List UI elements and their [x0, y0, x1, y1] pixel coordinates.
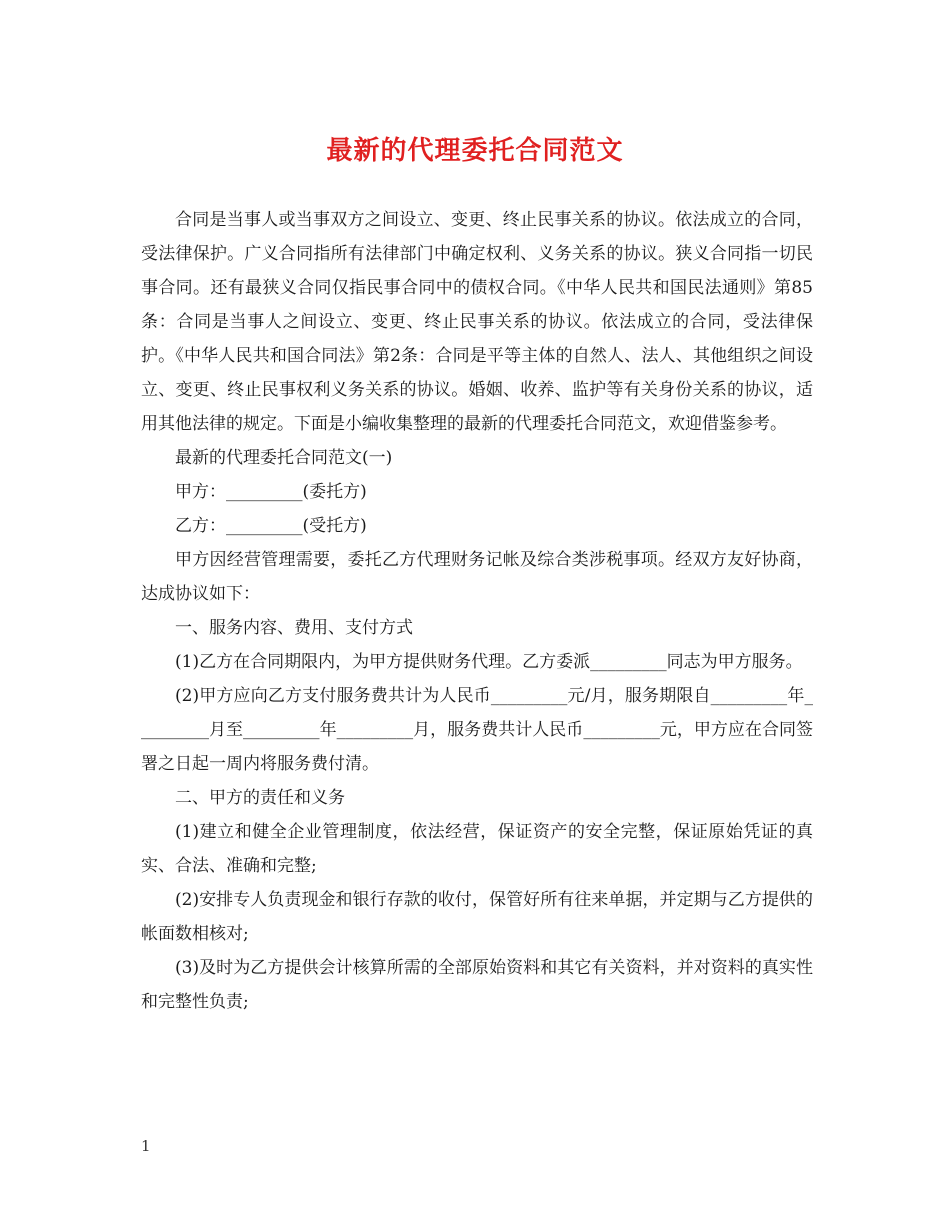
clause-duty-2: (2)安排专人负责现金和银行存款的收付，保管好所有往来单据，并定期与乙方提供的帐面数相核对; [141, 890, 813, 944]
page-number: 1 [141, 1137, 151, 1155]
document-title: 最新的代理委托合同范文 [326, 136, 624, 166]
section-heading-service: 一、服务内容、费用、支付方式 [175, 618, 413, 638]
document-body [141, 203, 813, 1019]
intro-paragraph: 合同是当事人或当事双方之间设立、变更、终止民事关系的协议。依法成立的合同，受法律保护。广义合同指所有法律部门中确定权利、义务关系的协议。狭义合同指一切民事合同。还有最狭义合同仅指民事合同中的债权合同。《中华人民共和国民法通则》第85条：合同是当事人之间设立、变更、终止民事关系的协议。依法成立的合同，受法律保护。《中华人民共和国合同法》第2条：合同是平等主体的自然人、法人、其他组织之间设立、变更、终止民事权利义务关系的协议。婚姻、收养、监护等有关身份关系的协议，适用其他法律的规定。下面是小编收集整理的最新的代理委托合同范文，欢迎借鉴参考。 [141, 210, 813, 434]
party-b-line: 乙方：_________(受托方) [175, 516, 367, 536]
section-heading-contract-one: 最新的代理委托合同范文(一) [175, 448, 393, 468]
clause-service-1: (1)乙方在合同期限内，为甲方提供财务代理。乙方委派_________同志为甲方服务。 [175, 652, 803, 672]
party-a-line: 甲方：_________(委托方) [175, 482, 367, 502]
clause-duty-3: (3)及时为乙方提供会计核算所需的全部原始资料和其它有关资料，并对资料的真实性和完整性负责; [141, 958, 813, 1012]
clause-duty-1: (1)建立和健全企业管理制度，依法经营，保证资产的安全完整，保证原始凭证的真实、合法、准确和完整; [141, 822, 813, 876]
clause-service-2: (2)甲方应向乙方支付服务费共计为人民币_________元/月，服务期限自_________年_________月至_________年_________月，服务费共计人民币_________元，甲方应在合同签署之日起一周内将服务费付清。 [141, 686, 813, 774]
preamble-paragraph: 甲方因经营管理需要，委托乙方代理财务记帐及综合类涉税事项。经双方友好协商，达成协议如下： [141, 550, 813, 604]
section-heading-party-a-duties: 二、甲方的责任和义务 [175, 788, 345, 808]
